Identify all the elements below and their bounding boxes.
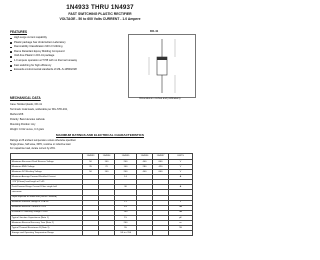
parameter-cell: Maximum Forward Voltage at 1.0A DC: [11, 200, 83, 205]
parameter-cell: at Rated DC Blocking Voltage T=100: [11, 210, 83, 215]
value-cell: [83, 230, 99, 235]
value-cell: 30: [115, 185, 137, 190]
mechanical-line: Terminals: Axial leads, solderable per MIL-STD-202,: [10, 108, 68, 112]
dimensions-caption: Dimensions in inches and (millimeters): [139, 97, 181, 100]
value-cell: 280: [137, 165, 153, 170]
value-cell: pF: [169, 215, 193, 220]
value-cell: V: [169, 170, 193, 175]
ratings-note: For capacitive load, derate current by 20%.: [10, 147, 56, 150]
value-cell: 35: [83, 165, 99, 170]
value-cell: 600: [153, 160, 169, 165]
mechanical-line: Weight: 0.012 ounce, 0.3 gram: [10, 128, 45, 132]
value-cell: 100: [99, 170, 115, 175]
value-cell: V: [169, 200, 193, 205]
ratings-line: VOLTAGE - 50 to 600 Volts CURRENT - 1.0 Ampere: [59, 16, 141, 21]
ratings-table-body: [11, 160, 193, 236]
value-cell: [137, 230, 153, 235]
ratings-heading: MAXIMUM RATINGS AND ELECTRICAL CHARACTERISTICS: [56, 133, 144, 137]
column-header: 1N4935: [115, 154, 137, 160]
ratings-note: Ratings at 25 ambient temperature unless otherwise specified.: [10, 139, 77, 142]
value-cell: 140: [115, 165, 137, 170]
page-subtitle: FAST SWITCHING PLASTIC RECTIFIER: [68, 12, 132, 16]
parameter-cell: Maximum Average Forward Rectified Current: [11, 175, 83, 180]
value-cell: [99, 230, 115, 235]
parameter-cell: Maximum RMS Voltage: [11, 165, 83, 170]
feature-item: 1.0 ampere operation at T=55 with no thermal runaway: [10, 59, 130, 64]
column-header: UNITS: [169, 154, 193, 160]
parameter-cell: Maximum DC Blocking Voltage: [11, 170, 83, 175]
column-header: 1N4936: [137, 154, 153, 160]
value-cell: uA: [169, 205, 193, 210]
value-cell: 55: [115, 225, 137, 230]
mechanical-line: Polarity: Band denotes cathode: [10, 118, 45, 122]
feature-item: Flammability Classification 94V-O Utilizing: [10, 45, 130, 50]
value-cell: [153, 230, 169, 235]
feature-item: Fast switching for high efficiency: [10, 64, 130, 69]
value-cell: 5.0: [115, 205, 137, 210]
mechanical-line: Case: Molded plastic, DO-41: [10, 103, 42, 106]
value-cell: 1.0: [115, 175, 137, 180]
package-label: DO-41: [150, 29, 159, 33]
parameter-cell: sine-wave: [11, 190, 83, 195]
features-heading: FEATURES: [10, 30, 27, 34]
mechanical-heading: MECHANICAL DATA: [10, 96, 41, 100]
value-cell: 200: [115, 160, 137, 165]
value-cell: uA: [169, 210, 193, 215]
value-cell: 600: [153, 170, 169, 175]
parameter-cell: Maximum Reverse Recovery Time (Note 2): [11, 220, 83, 225]
parameter-cell: Typical Thermal Resistance R (Note 3): [11, 225, 83, 230]
feature-item: Flame Retardant Epoxy Molding Compound: [10, 50, 130, 55]
feature-item: High surge current capability: [10, 36, 130, 41]
ratings-table: [10, 153, 193, 236]
feature-item: Plastic package has Underwriters Laboratory: [10, 41, 130, 46]
value-cell: V: [169, 165, 193, 170]
feature-item: Void-free Plastic in DO-41 package: [10, 54, 130, 59]
mechanical-data: [10, 102, 68, 133]
features-list: [10, 36, 130, 73]
cathode-band: [157, 57, 167, 60]
value-cell: 400: [137, 160, 153, 165]
feature-item: Exceeds environmental standards of MIL-S-19500/228: [10, 68, 130, 73]
parameter-cell: Storage and Operating Temperature Range: [11, 230, 83, 235]
value-cell: 420: [153, 165, 169, 170]
value-cell: 100: [99, 160, 115, 165]
value-cell: 100: [115, 210, 137, 215]
column-header: 1N4933: [83, 154, 99, 160]
value-cell: [169, 230, 193, 235]
value-cell: 15: [115, 215, 137, 220]
value-cell: 200: [115, 220, 137, 225]
parameter-cell: super-imposed on rated load (JEDEC method): [11, 195, 83, 200]
value-cell: 1.2: [115, 200, 137, 205]
parameter-cell: Typical Junction Capacitance (Note 1): [11, 215, 83, 220]
do41-diode-drawing: [129, 35, 195, 97]
value-cell: 200: [115, 170, 137, 175]
mechanical-line: Method 208: [10, 113, 24, 117]
value-cell: -55 to +150: [115, 230, 137, 235]
parameter-cell: Peak Forward Surge Current 8.3ms single half: [11, 185, 83, 190]
value-cell: A: [169, 185, 193, 190]
parameter-cell: .375"(9.5mm) lead length at T=55: [11, 180, 83, 185]
column-header: 1N4937: [153, 154, 169, 160]
value-cell: 70: [99, 165, 115, 170]
column-header: 1N4934: [99, 154, 115, 160]
value-cell: 50: [83, 170, 99, 175]
page-title: 1N4933 THRU 1N4937: [66, 4, 134, 11]
table-row: [11, 230, 193, 235]
mechanical-line: Mounting Position: Any: [10, 123, 36, 127]
value-cell: 400: [137, 170, 153, 175]
value-cell: V: [169, 160, 193, 165]
parameter-cell: Maximum Recurrent Peak Reverse Voltage: [11, 160, 83, 165]
package-outline-drawing: [128, 34, 196, 98]
value-cell: ns: [169, 220, 193, 225]
parameter-cell: Maximum Reverse Current at T=25: [11, 205, 83, 210]
value-cell: A: [169, 175, 193, 180]
value-cell: /W: [169, 225, 193, 230]
value-cell: 50: [83, 160, 99, 165]
ratings-note: Single phase, half wave, 60Hz, resistive or inductive load.: [10, 143, 71, 146]
